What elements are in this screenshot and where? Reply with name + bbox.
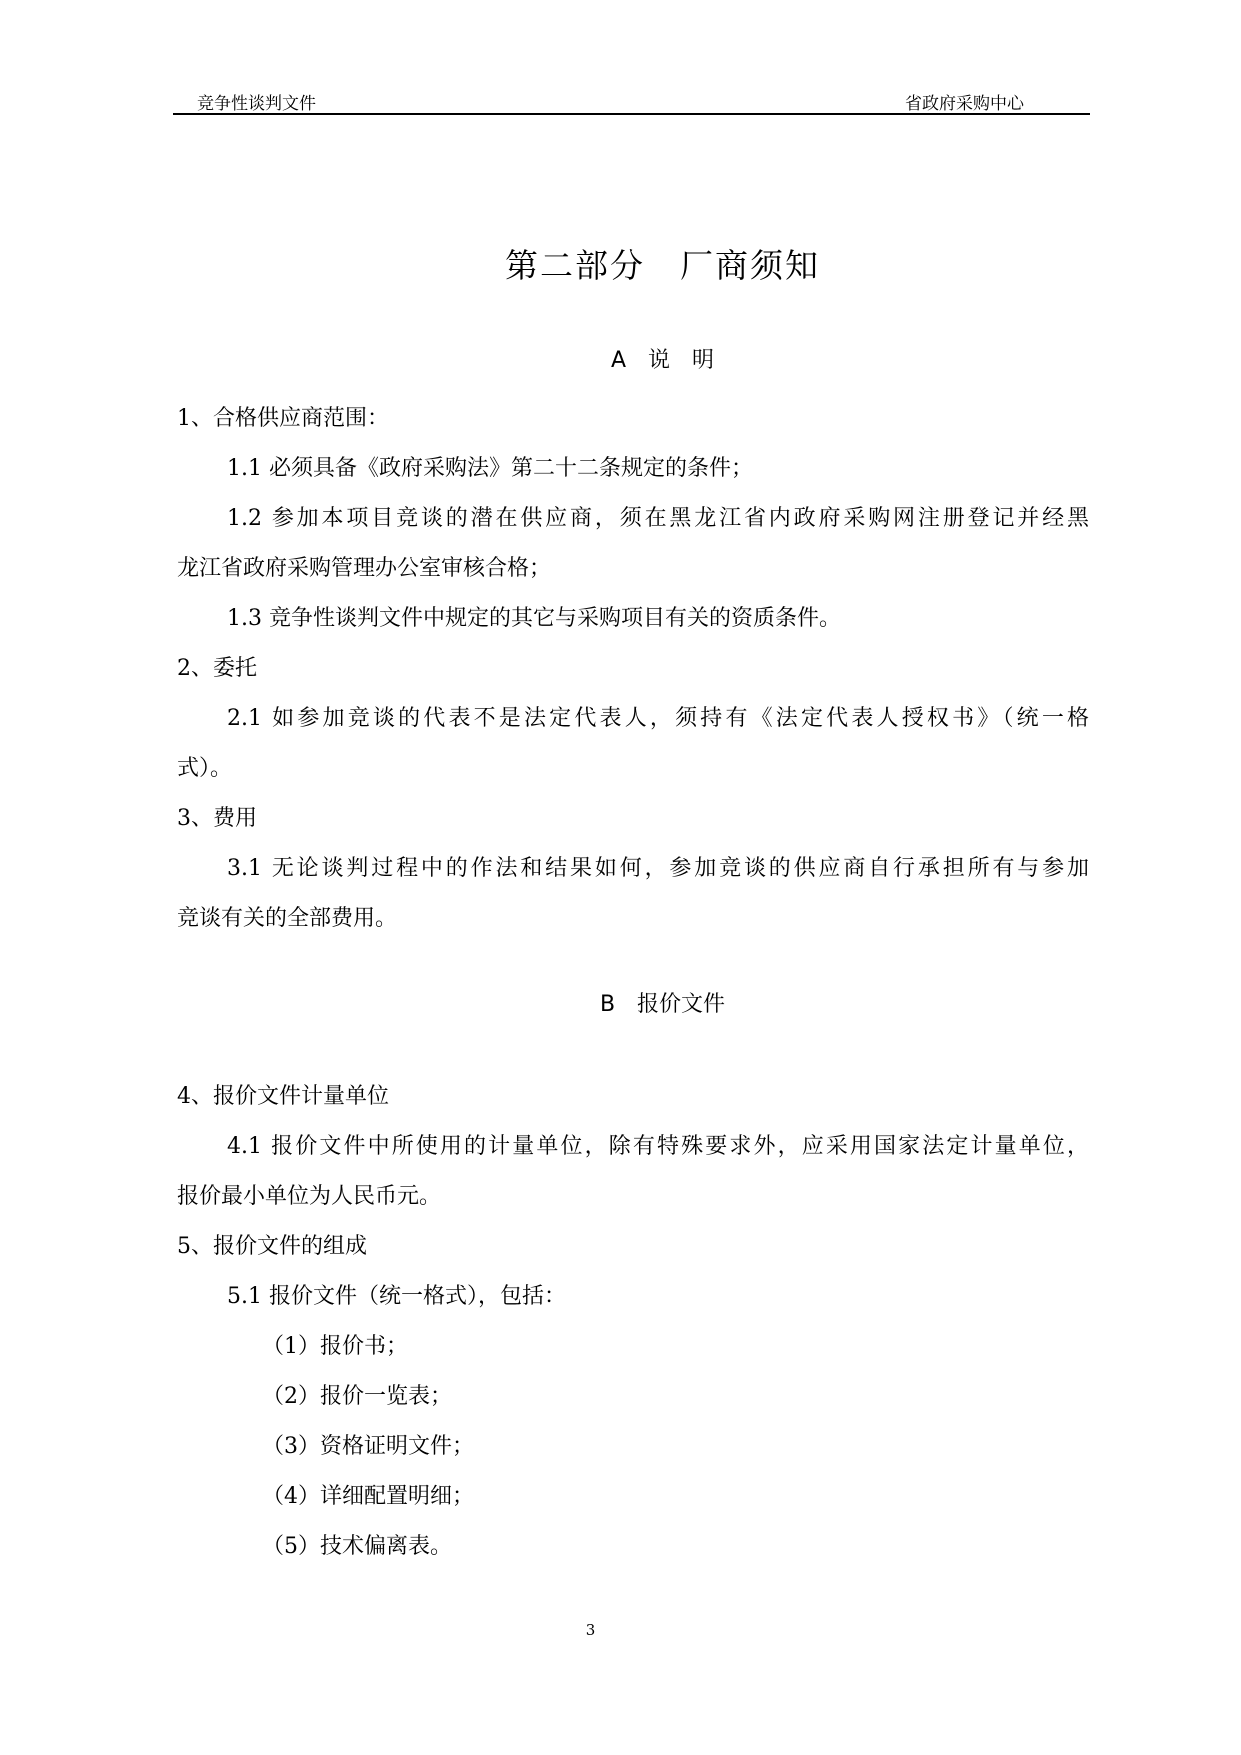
- clause-4-1-line1: 4.1 报价文件中所使用的计量单位，除有特殊要求外，应采用国家法定计量单位，: [227, 1134, 1089, 1159]
- clause-2-1-line1: 2.1 如参加竞谈的代表不是法定代表人，须持有《法定代表人授权书》（统一格: [227, 706, 1089, 731]
- clause-1-heading: 1、合格供应商范围：: [177, 406, 389, 431]
- clause-3-heading: 3、费用: [177, 806, 257, 831]
- list-item: （2）报价一览表；: [262, 1384, 452, 1409]
- clause-3-1-line2: 竞谈有关的全部费用。: [177, 906, 398, 931]
- clause-5-heading: 5、报价文件的组成: [177, 1234, 367, 1259]
- clause-4-1-line2: 报价最小单位为人民币元。: [177, 1184, 442, 1209]
- section-a-heading: A 说 明: [610, 348, 715, 373]
- list-item: （4）详细配置明细；: [262, 1484, 474, 1509]
- clause-2-1-line2: 式）。: [177, 756, 233, 781]
- clause-1-2-line1: 1.2 参加本项目竞谈的潜在供应商，须在黑龙江省内政府采购网注册登记并经黑: [227, 506, 1089, 531]
- clause-1-3: 1.3 竞争性谈判文件中规定的其它与采购项目有关的资质条件。: [227, 606, 841, 631]
- list-item: （1）报价书；: [262, 1334, 408, 1359]
- header-rule: [173, 113, 1090, 115]
- page-title: 第二部分 厂商须知: [505, 246, 820, 285]
- page-number: 3: [585, 1621, 596, 1639]
- clause-1-2-line2: 龙江省政府采购管理办公室审核合格；: [177, 556, 552, 581]
- clause-4-heading: 4、报价文件计量单位: [177, 1084, 389, 1109]
- clause-3-1-line1: 3.1 无论谈判过程中的作法和结果如何，参加竞谈的供应商自行承担所有与参加: [227, 856, 1089, 881]
- section-b-heading: B 报价文件: [599, 992, 726, 1017]
- clause-1-1: 1.1 必须具备《政府采购法》第二十二条规定的条件；: [227, 456, 753, 481]
- header-left: 竞争性谈判文件: [197, 94, 316, 114]
- clause-2-heading: 2、委托: [177, 656, 257, 681]
- clause-5-1: 5.1 报价文件（统一格式），包括：: [227, 1284, 566, 1309]
- list-item: （5）技术偏离表。: [262, 1534, 452, 1559]
- list-item: （3）资格证明文件；: [262, 1434, 474, 1459]
- header-right: 省政府采购中心: [905, 94, 1024, 114]
